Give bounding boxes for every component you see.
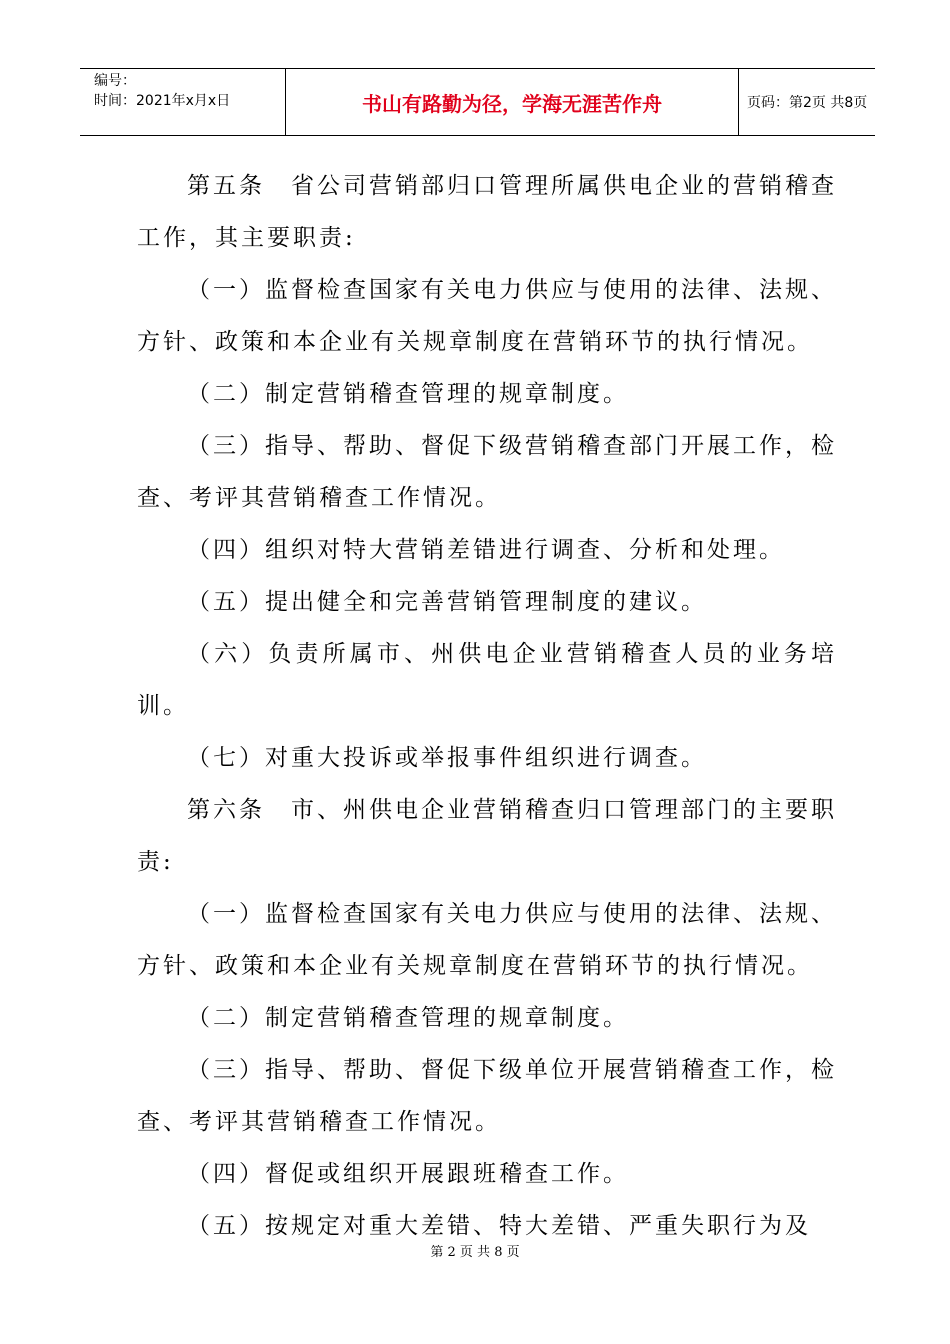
paragraph: 第六条 市、州供电企业营销稽查归口管理部门的主要职责: xyxy=(137,797,837,875)
paragraph: 第五条 省公司营销部归口管理所属供电企业的营销稽查工作，其主要职责: xyxy=(137,173,837,251)
paragraph: （五）提出健全和完善营销管理制度的建议。 xyxy=(187,589,707,615)
time-label: 时间：2021年x月x日 xyxy=(94,93,231,109)
paragraph: （一）监督检查国家有关电力供应与使用的法律、法规、方针、政策和本企业有关规章制度在营销环节的执行情况。 xyxy=(137,277,837,355)
paragraph: （四）组织对特大营销差错进行调查、分析和处理。 xyxy=(187,537,785,563)
page-footer: 第 2 页 共 8 页 xyxy=(430,1245,520,1260)
paragraph: （一）监督检查国家有关电力供应与使用的法律、法规、方针、政策和本企业有关规章制度在营销环节的执行情况。 xyxy=(137,901,837,979)
paragraph: （二）制定营销稽查管理的规章制度。 xyxy=(187,1005,629,1031)
number-label: 编号： xyxy=(94,73,136,89)
paragraph: （六）负责所属市、州供电企业营销稽查人员的业务培训。 xyxy=(137,641,837,719)
paragraph: （三）指导、帮助、督促下级单位开展营销稽查工作，检查、考评其营销稽查工作情况。 xyxy=(137,1057,837,1135)
paragraph: （四）督促或组织开展跟班稽查工作。 xyxy=(187,1161,629,1187)
header-meta xyxy=(80,69,286,135)
page-header xyxy=(80,68,875,136)
paragraph: （七）对重大投诉或举报事件组织进行调查。 xyxy=(187,745,707,771)
header-motto: 书山有路勤为径，学海无涯苦作舟 xyxy=(286,69,739,135)
paragraph: （五）按规定对重大差错、特大差错、严重失职行为及 xyxy=(187,1213,811,1239)
document-body xyxy=(137,160,837,1252)
paragraph: （二）制定营销稽查管理的规章制度。 xyxy=(187,381,629,407)
header-page-info: 页码：第2页 共8页 xyxy=(747,95,868,111)
paragraph: （三）指导、帮助、督促下级营销稽查部门开展工作，检查、考评其营销稽查工作情况。 xyxy=(137,433,837,511)
